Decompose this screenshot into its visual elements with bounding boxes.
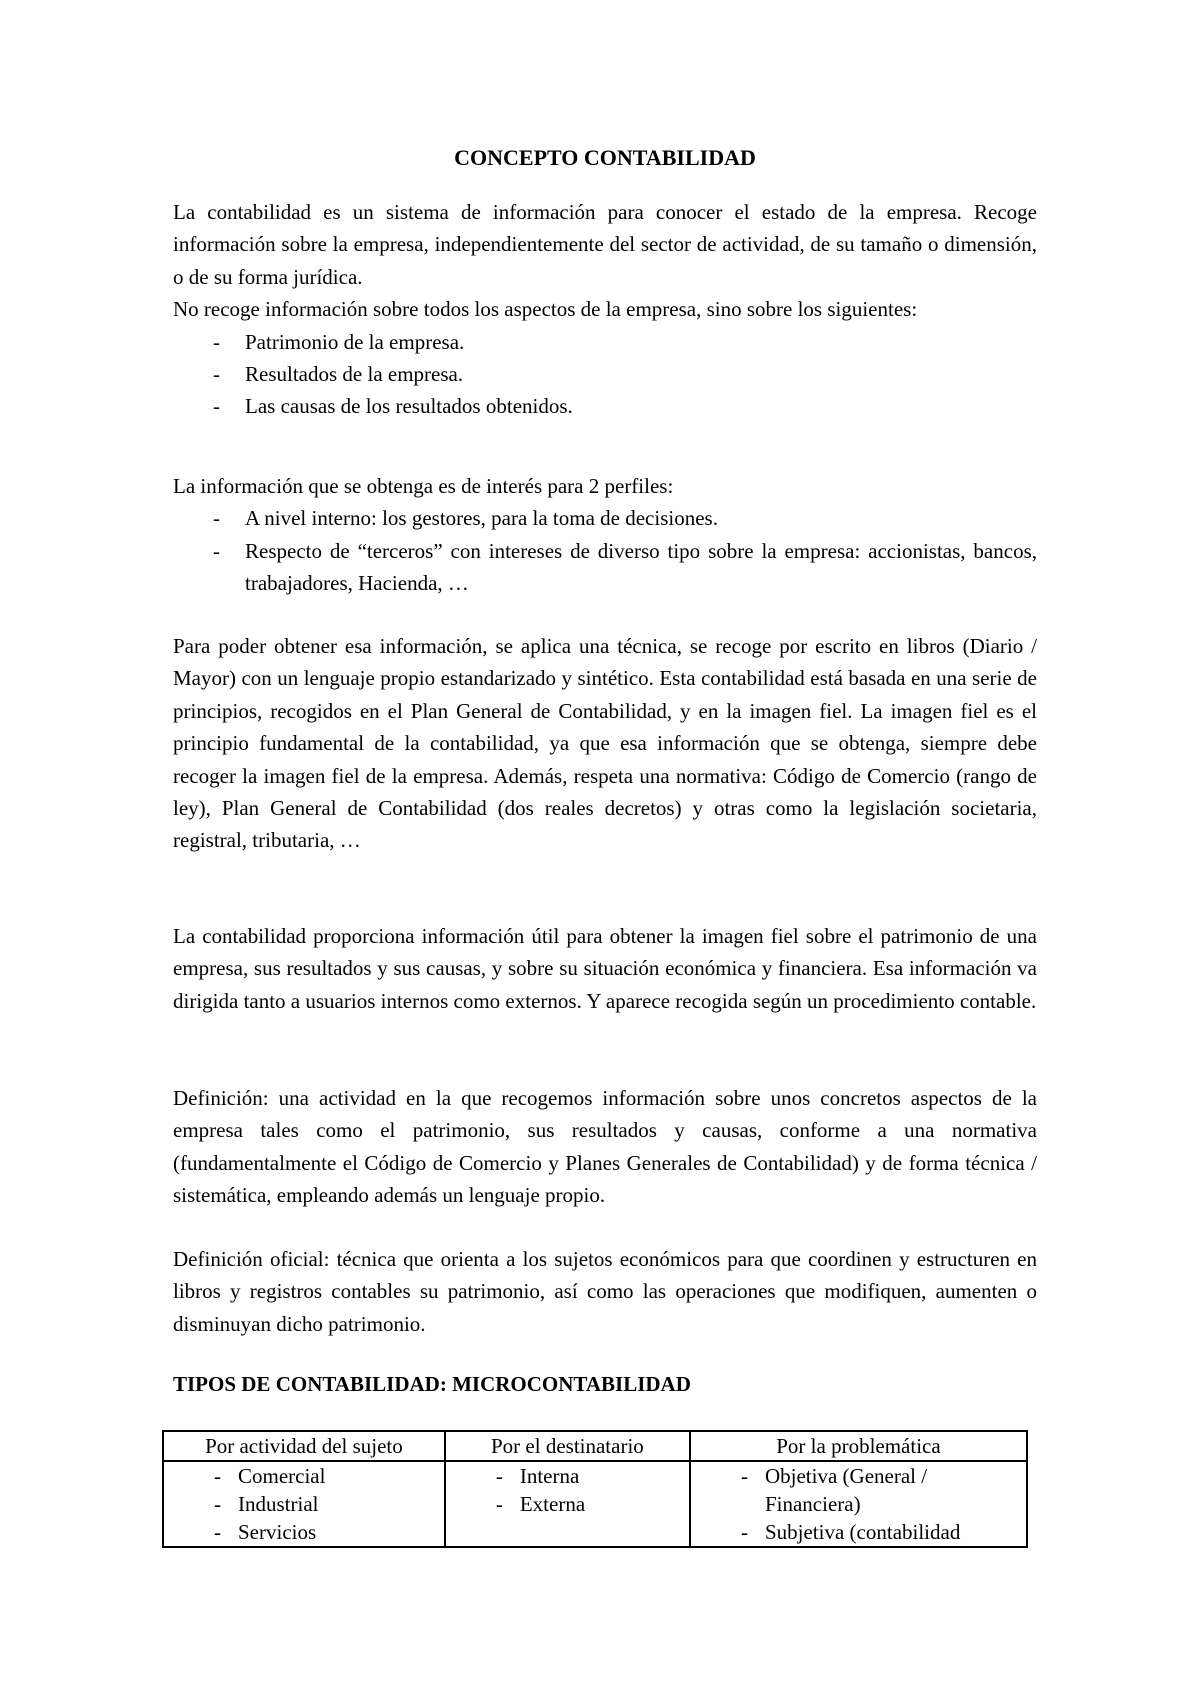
definition-paragraph: Definición: una actividad en la que recogemos información sobre unos concretos aspectos de la empresa tales como el patrimonio, sus resultados y causas, conforme a una normativa (fundamentalmente el Código de Comercio y Planes Generales de Contabilidad) y de forma técnica / sistemática, empleando además un lenguaje propio. [173,1086,1037,1208]
table-header-row [163,1431,1027,1461]
technique-paragraph: Para poder obtener esa información, se aplica una técnica, se recoge por escrito en libros (Diario / Mayor) con un lenguaje propio estandarizado y sintético. Esta contabilidad está basada en una serie de principios, recogidos en el Plan General de Contabilidad, y en la imagen fiel. La imagen fiel es el principio fundamental de la contabilidad, ya que esa información que se obtenga, siempre debe recoger la imagen fiel de la empresa. Además, respeta una normativa: Código de Comercio (rango de ley), Plan General de Contabilidad (dos reales decretos) y otras como la legislación societaria, registral, tributaria, … [173,634,1037,853]
table-row [163,1461,1027,1547]
profiles-section [173,470,1037,600]
list-item: - Subjetiva (contabilidad [740,1520,961,1544]
intro-paragraph: La contabilidad es un sistema de información para conocer el estado de la empresa. Recoge información sobre la empresa, independientemente del sector de actividad, de su tamaño o dimensión, o de su forma jurídica. [173,200,1037,289]
table-cell [690,1461,1027,1547]
list-item: - Respecto de “terceros” con intereses de diverso tipo sobre la empresa: accionistas, bancos, trabajadores, Hacienda, … [213,538,1037,596]
intro-aspects-paragraph: No recoge información sobre todos los aspectos de la empresa, sino sobre los siguientes: [173,297,918,322]
table-header: Por el destinatario [445,1431,690,1461]
list-item: - Interna [495,1464,580,1488]
aspects-list [173,326,1037,423]
types-section-title: TIPOS DE CONTABILIDAD: MICROCONTABILIDAD [173,1372,691,1396]
list-item: - Resultados de la empresa. [213,362,464,387]
list-item: - Servicios [214,1520,317,1544]
types-table [162,1430,1028,1548]
list-item: - Las causas de los resultados obtenidos. [213,394,573,419]
profiles-list [173,502,1037,599]
list-item: - Comercial [214,1464,326,1488]
list-item: - Industrial [214,1492,319,1516]
profiles-paragraph: La información que se obtenga es de interés para 2 perfiles: [173,474,674,498]
intro-section [173,196,1037,423]
official-definition-paragraph: Definición oficial: técnica que orienta a los sujetos económicos para que coordinen y estructuren en libros y registros contables su patrimonio, así como las operaciones que modifiquen, aumenten o disminuyan dicho patrimonio. [173,1247,1037,1336]
useful-info-paragraph: La contabilidad proporciona información útil para obtener la imagen fiel sobre el patrimonio de una empresa, sus resultados y sus causas, y sobre su situación económica y financiera. Esa información va dirigida tanto a usuarios internos como externos. Y aparece recogida según un procedimiento contable. [173,924,1037,1013]
document-title: CONCEPTO CONTABILIDAD [454,145,756,170]
table-header: Por la problemática [690,1431,1027,1461]
table-header: Por actividad del sujeto [163,1431,445,1461]
list-item: - Patrimonio de la empresa. [213,329,465,354]
list-item: - A nivel interno: los gestores, para la toma de decisiones. [213,506,718,531]
list-item: - Externa [495,1492,586,1516]
list-item: - Objetiva (General / Financiera) [740,1464,928,1516]
table-cell [445,1461,690,1547]
table-cell [163,1461,445,1547]
